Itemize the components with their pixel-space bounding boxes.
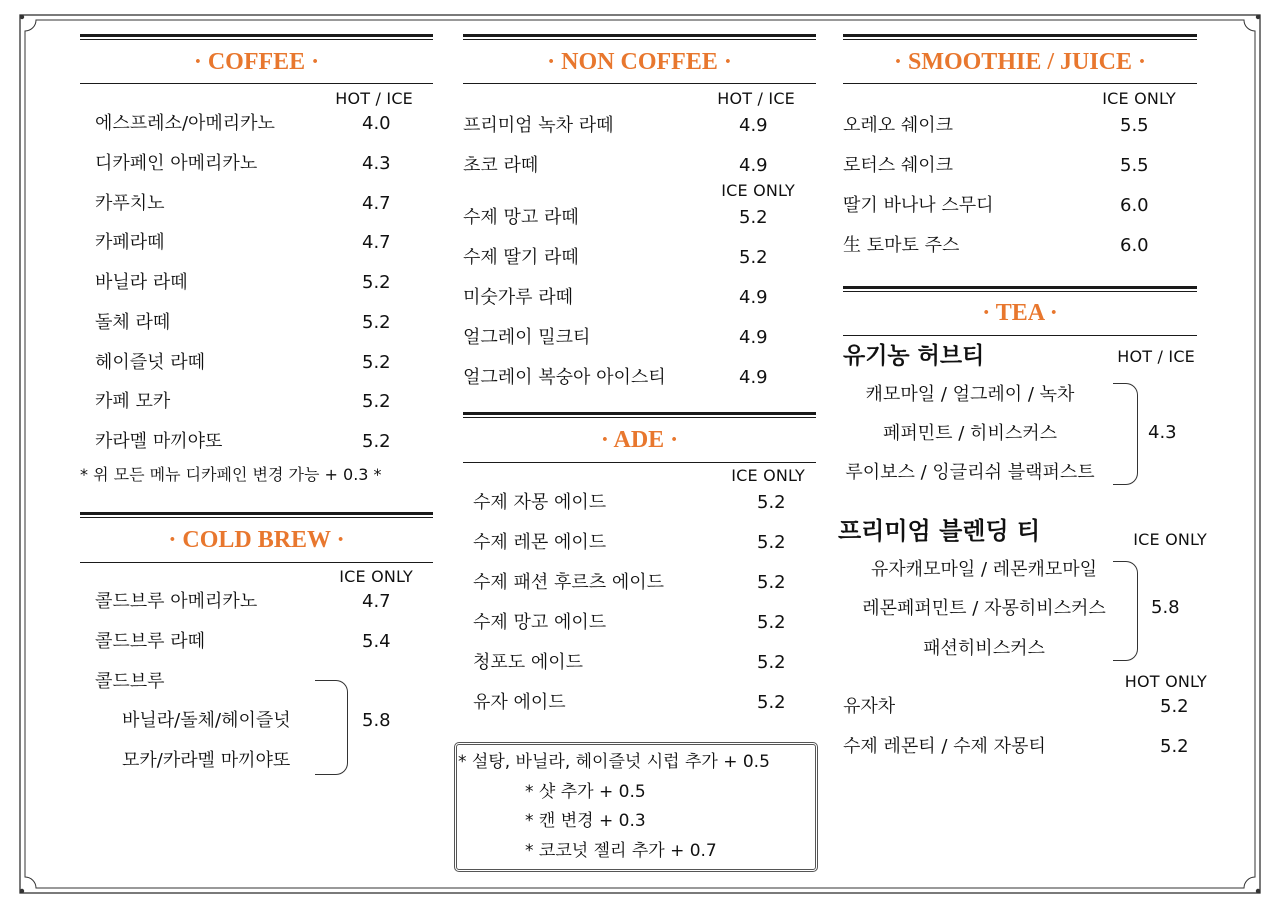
menu-item	[463, 523, 816, 563]
menu-item	[463, 278, 816, 318]
item-price: 4.0	[362, 113, 391, 134]
coffee-item-list	[80, 104, 433, 462]
item-price: 4.9	[739, 327, 768, 348]
section-title-cold-brew: · COLD BREW ·	[168, 527, 345, 553]
non-coffee-hot-ice-list	[463, 106, 816, 185]
group-bracket	[1113, 561, 1138, 661]
smoothie-item-list	[843, 106, 1197, 266]
section-rule-double	[843, 34, 1197, 40]
menu-item	[463, 146, 816, 186]
tea-option: 패션히비스커스	[923, 637, 1045, 659]
menu-item	[80, 104, 433, 144]
extra-option: * 코코넛 젤리 추가 + 0.7	[525, 841, 717, 861]
tea-option: 페퍼민트 / 히비스커스	[883, 423, 1057, 444]
menu-item	[463, 563, 816, 603]
group-bracket	[315, 680, 348, 775]
blend-tea-price: 5.8	[1151, 597, 1180, 618]
herbal-tea-title: 유기농 허브티	[843, 343, 985, 369]
item-price: 5.2	[1160, 696, 1189, 717]
item-price: 4.7	[362, 192, 391, 214]
menu-item	[80, 263, 433, 303]
section-title-coffee: · COFFEE ·	[193, 49, 320, 75]
item-name: 딸기 바나나 스무디	[843, 195, 994, 216]
tea-option: 캐모마일 / 얼그레이 / 녹차	[865, 384, 1075, 405]
herbal-tea-temp-header: HOT / ICE	[1117, 347, 1195, 366]
menu-item	[463, 483, 816, 523]
decaf-note: * 위 모든 메뉴 디카페인 변경 가능 + 0.3 *	[80, 465, 382, 484]
menu-item	[80, 582, 433, 622]
option-name: 바닐라/돌체/헤이즐넛	[122, 710, 291, 732]
item-name: 生 토마토 주스	[843, 235, 960, 256]
item-price: 5.2	[362, 391, 391, 413]
menu-item	[80, 343, 433, 383]
item-name: 로터스 쉐이크	[843, 155, 954, 176]
item-name: 카페라떼	[95, 232, 165, 254]
cold-brew-item-list	[80, 582, 433, 781]
item-price: 5.2	[362, 311, 391, 333]
menu-item	[463, 683, 816, 723]
extra-option: * 캔 변경 + 0.3	[525, 811, 646, 831]
item-name: 바닐라 라떼	[95, 272, 188, 293]
section-rule	[463, 462, 816, 463]
item-name: 유자 에이드	[473, 692, 566, 713]
item-price: 5.2	[739, 207, 768, 228]
item-price: 5.2	[362, 272, 391, 293]
menu-item	[80, 303, 433, 343]
item-price: 6.0	[1120, 195, 1149, 216]
item-price: 4.7	[362, 232, 391, 254]
section-rule-double	[80, 512, 433, 518]
item-price: 5.2	[362, 431, 391, 452]
menu-item	[463, 643, 816, 683]
item-price: 5.2	[757, 612, 786, 633]
non-coffee-hot-ice-header: HOT / ICE	[717, 89, 795, 108]
item-name: 수제 딸기 라떼	[463, 247, 579, 268]
herbal-tea-price: 4.3	[1148, 422, 1177, 443]
blend-tea-options	[846, 550, 1122, 669]
item-price: 5.2	[739, 247, 768, 268]
corner-dot	[1256, 889, 1260, 893]
section-rule	[463, 83, 816, 84]
item-price: 5.4	[362, 630, 391, 652]
item-price: 4.3	[362, 152, 391, 174]
extra-option: * 설탕, 바닐라, 헤이즐넛 시럽 추가 + 0.5	[458, 752, 770, 772]
item-name: 수제 레몬티 / 수제 자몽티	[843, 735, 1046, 757]
item-price: 5.5	[1120, 155, 1149, 176]
menu-item	[80, 422, 433, 462]
section-rule	[80, 83, 433, 84]
item-name: 카라멜 마끼야또	[95, 431, 223, 452]
hot-only-header: HOT ONLY	[1124, 672, 1207, 691]
item-price: 4.9	[739, 367, 768, 388]
item-price: 4.9	[739, 115, 768, 136]
section-rule	[843, 83, 1197, 84]
item-price: 5.2	[757, 692, 786, 713]
menu-item	[463, 603, 816, 643]
menu-item	[80, 144, 433, 184]
item-name: 유자차	[843, 696, 896, 717]
non-coffee-ice-only-header: ICE ONLY	[721, 181, 795, 200]
section-rule	[80, 562, 433, 563]
blend-tea-temp-header: ICE ONLY	[1133, 530, 1207, 549]
menu-item	[843, 687, 1197, 727]
item-name: 미숫가루 라떼	[463, 287, 574, 308]
group-name: 콜드브루	[95, 670, 165, 692]
item-name: 얼그레이 밀크티	[463, 327, 591, 348]
extra-option: * 샷 추가 + 0.5	[525, 782, 646, 802]
cold-brew-temp-header: ICE ONLY	[339, 567, 413, 586]
menu-group-title	[80, 662, 433, 702]
item-price: 5.2	[757, 492, 786, 513]
menu-option	[80, 741, 433, 781]
section-title-smoothie-juice: · SMOOTHIE / JUICE ·	[893, 49, 1147, 75]
item-price: 5.2	[757, 652, 786, 673]
ade-item-list	[463, 483, 816, 723]
item-price: 4.9	[739, 287, 768, 308]
menu-item	[463, 358, 816, 398]
item-price: 5.2	[757, 532, 786, 553]
item-name: 수제 패션 후르츠 에이드	[473, 572, 665, 593]
item-name: 헤이즐넛 라떼	[95, 351, 206, 373]
corner-dot	[20, 15, 24, 19]
corner-dot	[20, 889, 24, 893]
item-name: 카푸치노	[95, 192, 165, 214]
section-title-tea: · TEA ·	[982, 300, 1058, 326]
coffee-temp-header: HOT / ICE	[335, 89, 413, 108]
hot-only-item-list	[843, 687, 1197, 766]
item-name: 콜드브루 아메리카노	[95, 591, 258, 612]
herbal-tea-options	[838, 375, 1102, 492]
blend-tea-title: 프리미엄 블렌딩 티	[838, 517, 1041, 545]
group-price: 5.8	[362, 710, 391, 731]
item-name: 디카페인 아메리카노	[95, 152, 258, 174]
menu-item	[843, 106, 1197, 146]
ade-temp-header: ICE ONLY	[731, 466, 805, 485]
menu-item	[843, 146, 1197, 186]
option-name: 모카/카라멜 마끼야또	[122, 750, 291, 771]
menu-item	[843, 226, 1197, 266]
item-name: 청포도 에이드	[473, 652, 584, 673]
item-price: 5.2	[1160, 735, 1189, 757]
item-name: 오레오 쉐이크	[843, 115, 954, 136]
section-rule-double	[463, 412, 816, 418]
menu-item	[843, 727, 1197, 767]
section-rule-double	[843, 286, 1197, 292]
item-name: 돌체 라떼	[95, 311, 171, 333]
menu-item	[80, 184, 433, 224]
corner-dot	[1256, 15, 1260, 19]
item-name: 수제 망고 에이드	[473, 612, 607, 633]
section-rule-double	[80, 34, 433, 40]
section-title-ade: · ADE ·	[600, 427, 679, 453]
smoothie-temp-header: ICE ONLY	[1102, 89, 1176, 108]
non-coffee-ice-only-list	[463, 198, 816, 398]
item-name: 수제 자몽 에이드	[473, 492, 607, 513]
item-name: 콜드브루 라떼	[95, 630, 206, 652]
item-name: 얼그레이 복숭아 아이스티	[463, 367, 666, 388]
item-price: 5.5	[1120, 115, 1149, 136]
menu-item	[463, 106, 816, 146]
menu-item	[463, 238, 816, 278]
item-name: 수제 망고 라떼	[463, 207, 579, 228]
tea-option: 레몬페퍼민트 / 자몽히비스커스	[862, 598, 1106, 619]
tea-option: 루이보스 / 잉글리쉬 블랙퍼스트	[845, 462, 1095, 483]
section-title-non-coffee: · NON COFFEE ·	[547, 49, 732, 75]
extras-box	[454, 742, 818, 872]
tea-option: 유자캐모마일 / 레몬캐모마일	[870, 558, 1098, 580]
section-rule-double	[463, 34, 816, 40]
item-name: 카페 모카	[95, 391, 171, 413]
menu-item	[80, 622, 433, 662]
item-name: 수제 레몬 에이드	[473, 532, 607, 553]
menu-item	[463, 318, 816, 358]
item-name: 에스프레소/아메리카노	[95, 113, 275, 134]
section-rule	[843, 335, 1197, 336]
item-price: 5.2	[757, 572, 786, 593]
item-price: 5.2	[362, 351, 391, 373]
menu-item	[463, 198, 816, 238]
menu-item	[80, 382, 433, 422]
item-price: 6.0	[1120, 235, 1149, 256]
item-name: 초코 라떼	[463, 154, 539, 176]
menu-item	[843, 186, 1197, 226]
item-name: 프리미엄 녹차 라떼	[463, 115, 614, 136]
item-price: 4.9	[739, 154, 768, 176]
group-bracket	[1113, 383, 1138, 485]
item-price: 4.7	[362, 591, 391, 612]
menu-item	[80, 223, 433, 263]
